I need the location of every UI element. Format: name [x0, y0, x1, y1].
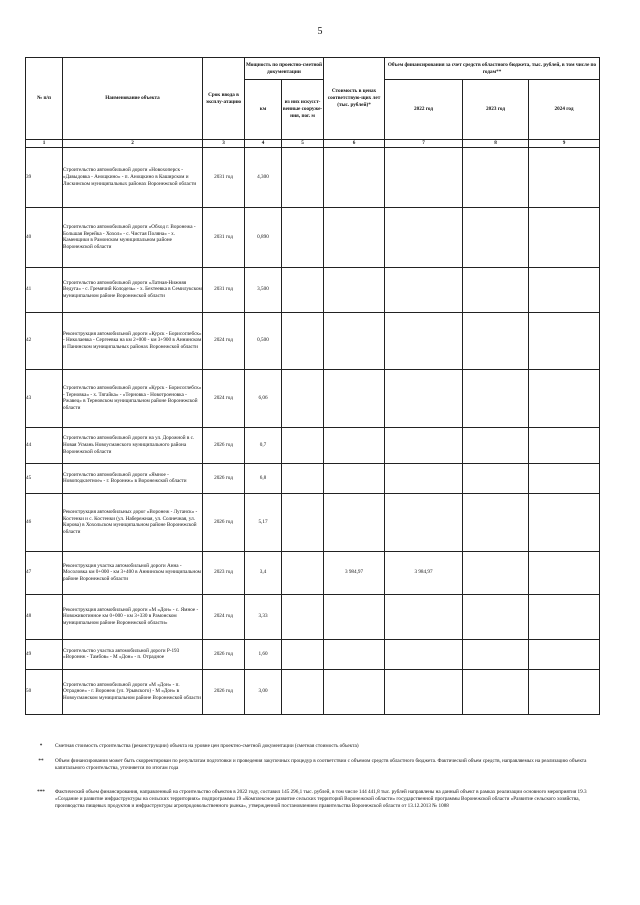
col-number: 2	[63, 140, 203, 148]
row-cost	[324, 594, 385, 639]
row-2022	[385, 669, 463, 714]
row-2023	[463, 267, 529, 312]
col-number: 7	[385, 140, 463, 148]
row-cost	[324, 312, 385, 369]
row-num: 47	[26, 551, 63, 594]
page-number: 5	[317, 26, 323, 37]
row-2023	[463, 427, 529, 463]
row-num: 42	[26, 312, 63, 369]
row-2024	[529, 369, 600, 427]
row-km: 1,60	[245, 639, 282, 669]
row-term: 2026 год	[203, 669, 245, 714]
table-row	[26, 639, 600, 669]
table-row	[26, 594, 600, 639]
objects-table	[25, 57, 600, 715]
row-2024	[529, 639, 600, 669]
col-number: 9	[529, 140, 600, 148]
row-2022	[385, 427, 463, 463]
row-num: 41	[26, 267, 63, 312]
row-name: Строительство автомобильной дороги «Курск - Борисоглебск» - Терновка» - х. Тягайка» - «Терновка - Новотроеновка - Ржавец» в Терновском муниципальном районе Воронежской области	[63, 369, 203, 427]
row-km: 3,00	[245, 669, 282, 714]
header-km: км	[245, 80, 282, 140]
row-2023	[463, 369, 529, 427]
row-term: 2026 год	[203, 639, 245, 669]
header-structures: из них искусст-венные сооруже-ния, пог. м	[282, 80, 324, 140]
row-structures	[282, 312, 324, 369]
row-2024	[529, 147, 600, 207]
row-km: 3,33	[245, 594, 282, 639]
col-number: 1	[26, 140, 63, 148]
col-number: 5	[282, 140, 324, 148]
row-2024	[529, 267, 600, 312]
row-cost	[324, 639, 385, 669]
footnote-text: Сметная стоимость строительства (реконструкции) объекта на уровне цен проектно-сметной документации (сметная стоимость объекта)	[55, 743, 359, 749]
row-km: 6,8	[245, 463, 282, 493]
table-row	[26, 267, 600, 312]
row-cost	[324, 267, 385, 312]
row-num: 39	[26, 147, 63, 207]
row-term: 2024 год	[203, 312, 245, 369]
row-num: 43	[26, 369, 63, 427]
row-2023	[463, 551, 529, 594]
row-2022: 3 984,97	[385, 551, 463, 594]
col-number: 8	[463, 140, 529, 148]
row-km: 3,4	[245, 551, 282, 594]
row-2022	[385, 463, 463, 493]
row-cost	[324, 207, 385, 267]
row-name: Строительство автомобильной дороги «Ямное - Новоподклетное» - г. Воронеж» в Воронежской области	[63, 463, 203, 493]
header-capacity-group: Мощность по проектно-сметной документации	[245, 58, 324, 80]
row-num: 44	[26, 427, 63, 463]
row-2023	[463, 594, 529, 639]
row-2023	[463, 639, 529, 669]
table-row	[26, 493, 600, 551]
row-2024	[529, 312, 600, 369]
row-cost	[324, 427, 385, 463]
row-2022	[385, 207, 463, 267]
row-2022	[385, 147, 463, 207]
row-num: 40	[26, 207, 63, 267]
row-structures	[282, 463, 324, 493]
row-name: Строительство автомобильной дороги «Новохоперск - «Давыдовка - Анощкино» - п. Анощкино в Каширском и Лискинском муниципальных районах Воронежской области	[63, 147, 203, 207]
table-row	[26, 551, 600, 594]
footnote	[37, 789, 595, 810]
row-2024	[529, 427, 600, 463]
row-num: 45	[26, 463, 63, 493]
row-structures	[282, 639, 324, 669]
row-term: 2023 год	[203, 551, 245, 594]
row-2023	[463, 463, 529, 493]
row-2022	[385, 594, 463, 639]
row-term: 2026 год	[203, 463, 245, 493]
row-name: Реконструкция автомобильной дороги «Курск - Борисоглебск» - Николаевка - Сергеевка на км 2+000 - км 3+900 в Аннинском и Панинском муниципальных районах Воронежской области	[63, 312, 203, 369]
row-structures	[282, 427, 324, 463]
footnote	[38, 758, 595, 772]
row-cost	[324, 147, 385, 207]
row-num: 50	[26, 669, 63, 714]
col-number: 6	[324, 140, 385, 148]
row-structures	[282, 669, 324, 714]
row-km: 0,500	[245, 312, 282, 369]
row-2022	[385, 267, 463, 312]
header-2022: 2022 год	[385, 80, 463, 140]
row-2024	[529, 463, 600, 493]
row-structures	[282, 551, 324, 594]
row-2024	[529, 207, 600, 267]
header-2023: 2023 год	[463, 80, 529, 140]
row-structures	[282, 369, 324, 427]
row-term: 2026 год	[203, 427, 245, 463]
row-term: 2031 год	[203, 207, 245, 267]
row-name: Строительство автомобильной дороги «Латная-Нижняя Ведуга» - с. Гремячий Колодезь» - х. Бехтеевка в Семилукском муниципальном районе Воронежской области	[63, 267, 203, 312]
row-term: 2031 год	[203, 147, 245, 207]
row-term: 2031 год	[203, 267, 245, 312]
row-name: Строительство автомобильной дороги «Обход г. Воронежа - Большая Верейка - Хохол» - с. Чистая Поляна» - х. Каменщики в Рамонском муниципальном районе Воронежской области	[63, 207, 203, 267]
row-2024	[529, 551, 600, 594]
row-km: 5,17	[245, 493, 282, 551]
footnote-text: Объем финансирования может быть скорректирован по результатам подготовки и проведения закупочных процедур в соответствии с объемом средств областного бюджета. Фактический объем средств, направляемых на реализацию объекта капитального строительства, уточняется по итогам года	[55, 758, 587, 772]
row-term: 2026 год	[203, 493, 245, 551]
row-km: 6,06	[245, 369, 282, 427]
table-row	[26, 147, 600, 207]
row-structures	[282, 147, 324, 207]
footnote	[39, 743, 595, 750]
table-row	[26, 312, 600, 369]
row-km: 0,7	[245, 427, 282, 463]
row-num: 48	[26, 594, 63, 639]
table-row	[26, 427, 600, 463]
row-cost	[324, 463, 385, 493]
footnote-mark: *	[39, 743, 43, 749]
row-2023	[463, 669, 529, 714]
row-2022	[385, 639, 463, 669]
row-km: 0,890	[245, 207, 282, 267]
row-structures	[282, 267, 324, 312]
row-cost	[324, 669, 385, 714]
footnote-text: Фактический объем финансирования, направленный на строительство объектов в 2022 году, составил 145 296,1 тыс. рублей, в том числе 144 441,8 тыс. рублей направлены на данный объект в рамках реализации основного мероприятия 19.3 «Создание и развитие инфраструктуры на сельских территориях» подпрограммы 19 «Комплексное развитие сельских территорий Воронежской области» государственной программы Воронежской области «Развитие сельского хозяйства, производства пищевых продуктов и инфраструктуры агропродовольственного рынка», утвержденной постановлением правительства Воронежской области от 13.12.2013 № 1088	[55, 789, 587, 810]
row-num: 49	[26, 639, 63, 669]
row-2023	[463, 312, 529, 369]
row-2023	[463, 147, 529, 207]
row-structures	[282, 594, 324, 639]
table-row	[26, 369, 600, 427]
row-term: 2024 год	[203, 369, 245, 427]
row-name: Реконструкция участка автомобильной дороги Анна - Мосоловка км 0+000 - км 3+400 в Аннинском муниципальном районе Воронежской области	[63, 551, 203, 594]
table-row	[26, 463, 600, 493]
row-km: 3,500	[245, 267, 282, 312]
footnote-mark: **	[38, 758, 44, 764]
row-cost: 3 984,97	[324, 551, 385, 594]
row-name: Строительство участка автомобильной дороги Р-193 «Воронеж - Тамбов» - М «Дон» - п. Отрадное	[63, 639, 203, 669]
row-name: Реконструкция автомобильных дорог «Воронеж - Луганск» - Костенки и с. Костенки (ул. Набережная, ул. Солнечная, ул. Кирова) в Хохольском муниципальном районе Воронежской области	[63, 493, 203, 551]
row-2022	[385, 312, 463, 369]
row-cost	[324, 493, 385, 551]
row-num: 46	[26, 493, 63, 551]
col-number: 4	[245, 140, 282, 148]
row-2024	[529, 669, 600, 714]
header-term: Срок ввода в эксплу-атацию	[203, 58, 245, 140]
row-name: Реконструкция автомобильной дороги «М «Дон» - с. Ямное - Новоживотинное км 0+000 - км 3+330 в Рамонском муниципальном районе Воронежской области»	[63, 594, 203, 639]
footnote-mark: ***	[37, 789, 45, 795]
row-2024	[529, 594, 600, 639]
row-cost	[324, 369, 385, 427]
row-km: 4,300	[245, 147, 282, 207]
row-2024	[529, 493, 600, 551]
col-number: 3	[203, 140, 245, 148]
row-name: Строительство автомобильной дороги на ул. Дорожной в с. Новая Усмань Новоусманского муниципального района Воронежской области	[63, 427, 203, 463]
row-2022	[385, 369, 463, 427]
table-row	[26, 669, 600, 714]
row-2022	[385, 493, 463, 551]
row-2023	[463, 207, 529, 267]
row-2023	[463, 493, 529, 551]
table-row	[26, 207, 600, 267]
header-2024: 2024 год	[529, 80, 600, 140]
header-num: № п/п	[26, 58, 63, 140]
row-structures	[282, 207, 324, 267]
row-term: 2024 год	[203, 594, 245, 639]
row-name: Строительство автомобильной дороги «М «Дон» - п. Отрадное» - г. Воронеж (ул. Урывского) - М «Дон» в Новоусманском муниципальном районе Воронежской области	[63, 669, 203, 714]
header-cost: Стоимость в ценах соответствую-щих лет (тыс. рублей)*	[324, 58, 385, 140]
header-name: Наименование объекта	[63, 58, 203, 140]
row-structures	[282, 493, 324, 551]
header-funding-group: Объем финансирования за счет средств областного бюджета, тыс. рублей, в том числе по годам**	[385, 58, 600, 80]
